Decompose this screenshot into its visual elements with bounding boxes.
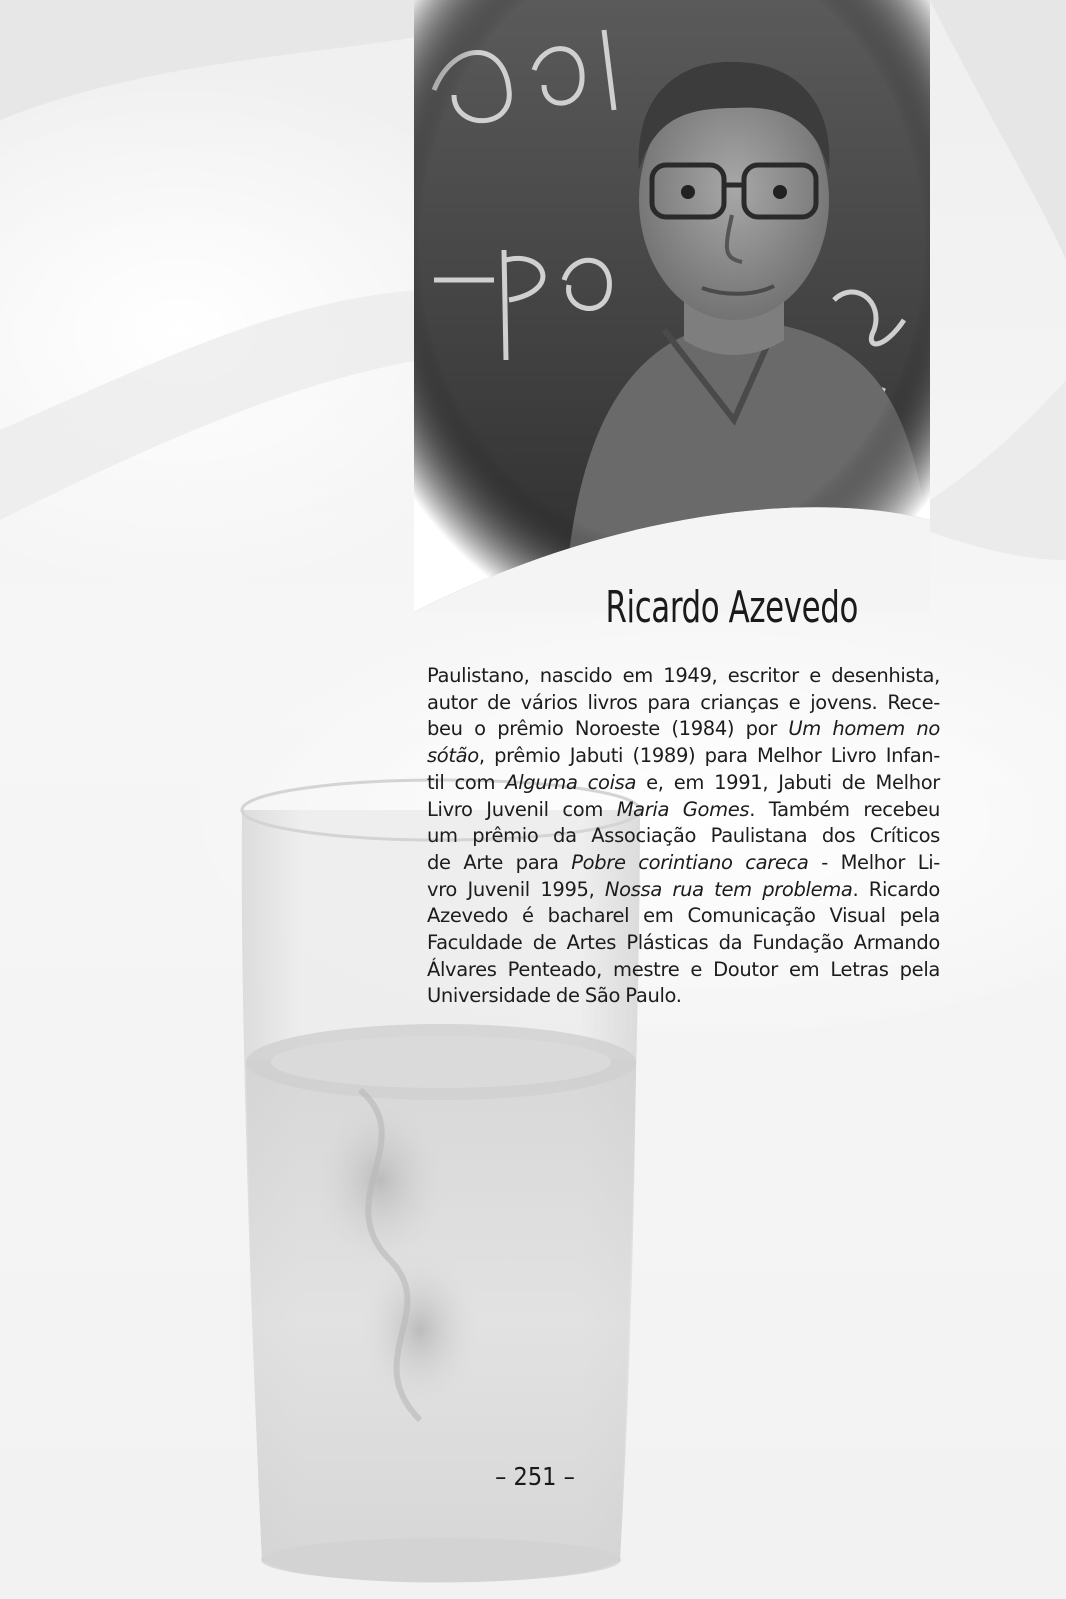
bio-text: autor de vários livros para crianças e jovens. Rece- xyxy=(427,690,940,714)
bio-line xyxy=(427,877,940,904)
author-portrait xyxy=(414,0,930,612)
bio-text: Universidade de São Paulo. xyxy=(427,984,682,1008)
author-name-title: Ricardo Azevedo xyxy=(605,582,858,633)
bio-line xyxy=(427,716,940,743)
bio-line xyxy=(427,983,940,1010)
bio-line xyxy=(427,770,940,797)
bio-text: beu o prêmio Noroeste (1984) por xyxy=(427,717,789,741)
bio-text: vro Juvenil 1995, xyxy=(427,877,605,901)
book-title: Pobre corintiano careca xyxy=(571,850,809,874)
author-bio-paragraph xyxy=(427,663,940,1010)
bio-text: , prêmio Jabuti (1989) para Melhor Livro Infan- xyxy=(478,744,940,768)
bio-text: Azevedo é bacharel em Comunicação Visual pela xyxy=(427,904,940,928)
bio-line xyxy=(427,957,940,984)
book-title: sótão xyxy=(427,744,479,768)
bio-text: . Ricardo xyxy=(852,877,940,901)
bio-line xyxy=(427,903,940,930)
bio-text: Faculdade de Artes Plásticas da Fundação Armando xyxy=(427,931,940,955)
bio-text: . Também recebeu xyxy=(749,797,940,821)
book-title: Nossa rua tem problema xyxy=(604,877,853,901)
book-title: Alguma coisa xyxy=(505,770,637,794)
book-title: Maria Gomes xyxy=(616,797,750,821)
bio-text: de Arte para xyxy=(427,850,572,874)
bio-line xyxy=(427,930,940,957)
bio-text: Paulistano, nascido em 1949, escritor e desenhista, xyxy=(427,664,940,687)
bio-text: Livro Juvenil com xyxy=(427,797,617,821)
bio-text: e, em 1991, Jabuti de Melhor xyxy=(636,770,940,794)
bio-line xyxy=(427,823,940,850)
bio-text: Álvares Penteado, mestre e Doutor em Letras pela xyxy=(427,957,940,981)
book-title: Um homem no xyxy=(788,717,941,741)
page-number: – 251 – xyxy=(495,1462,575,1491)
bio-text: til com xyxy=(427,770,506,794)
bio-line xyxy=(427,743,940,770)
bio-line xyxy=(427,797,940,824)
bio-line xyxy=(427,850,940,877)
bio-line xyxy=(427,663,940,690)
bio-text: - Melhor Li- xyxy=(808,850,940,874)
bio-text: um prêmio da Associação Paulistana dos Críticos xyxy=(427,824,940,848)
bio-line xyxy=(427,690,940,717)
